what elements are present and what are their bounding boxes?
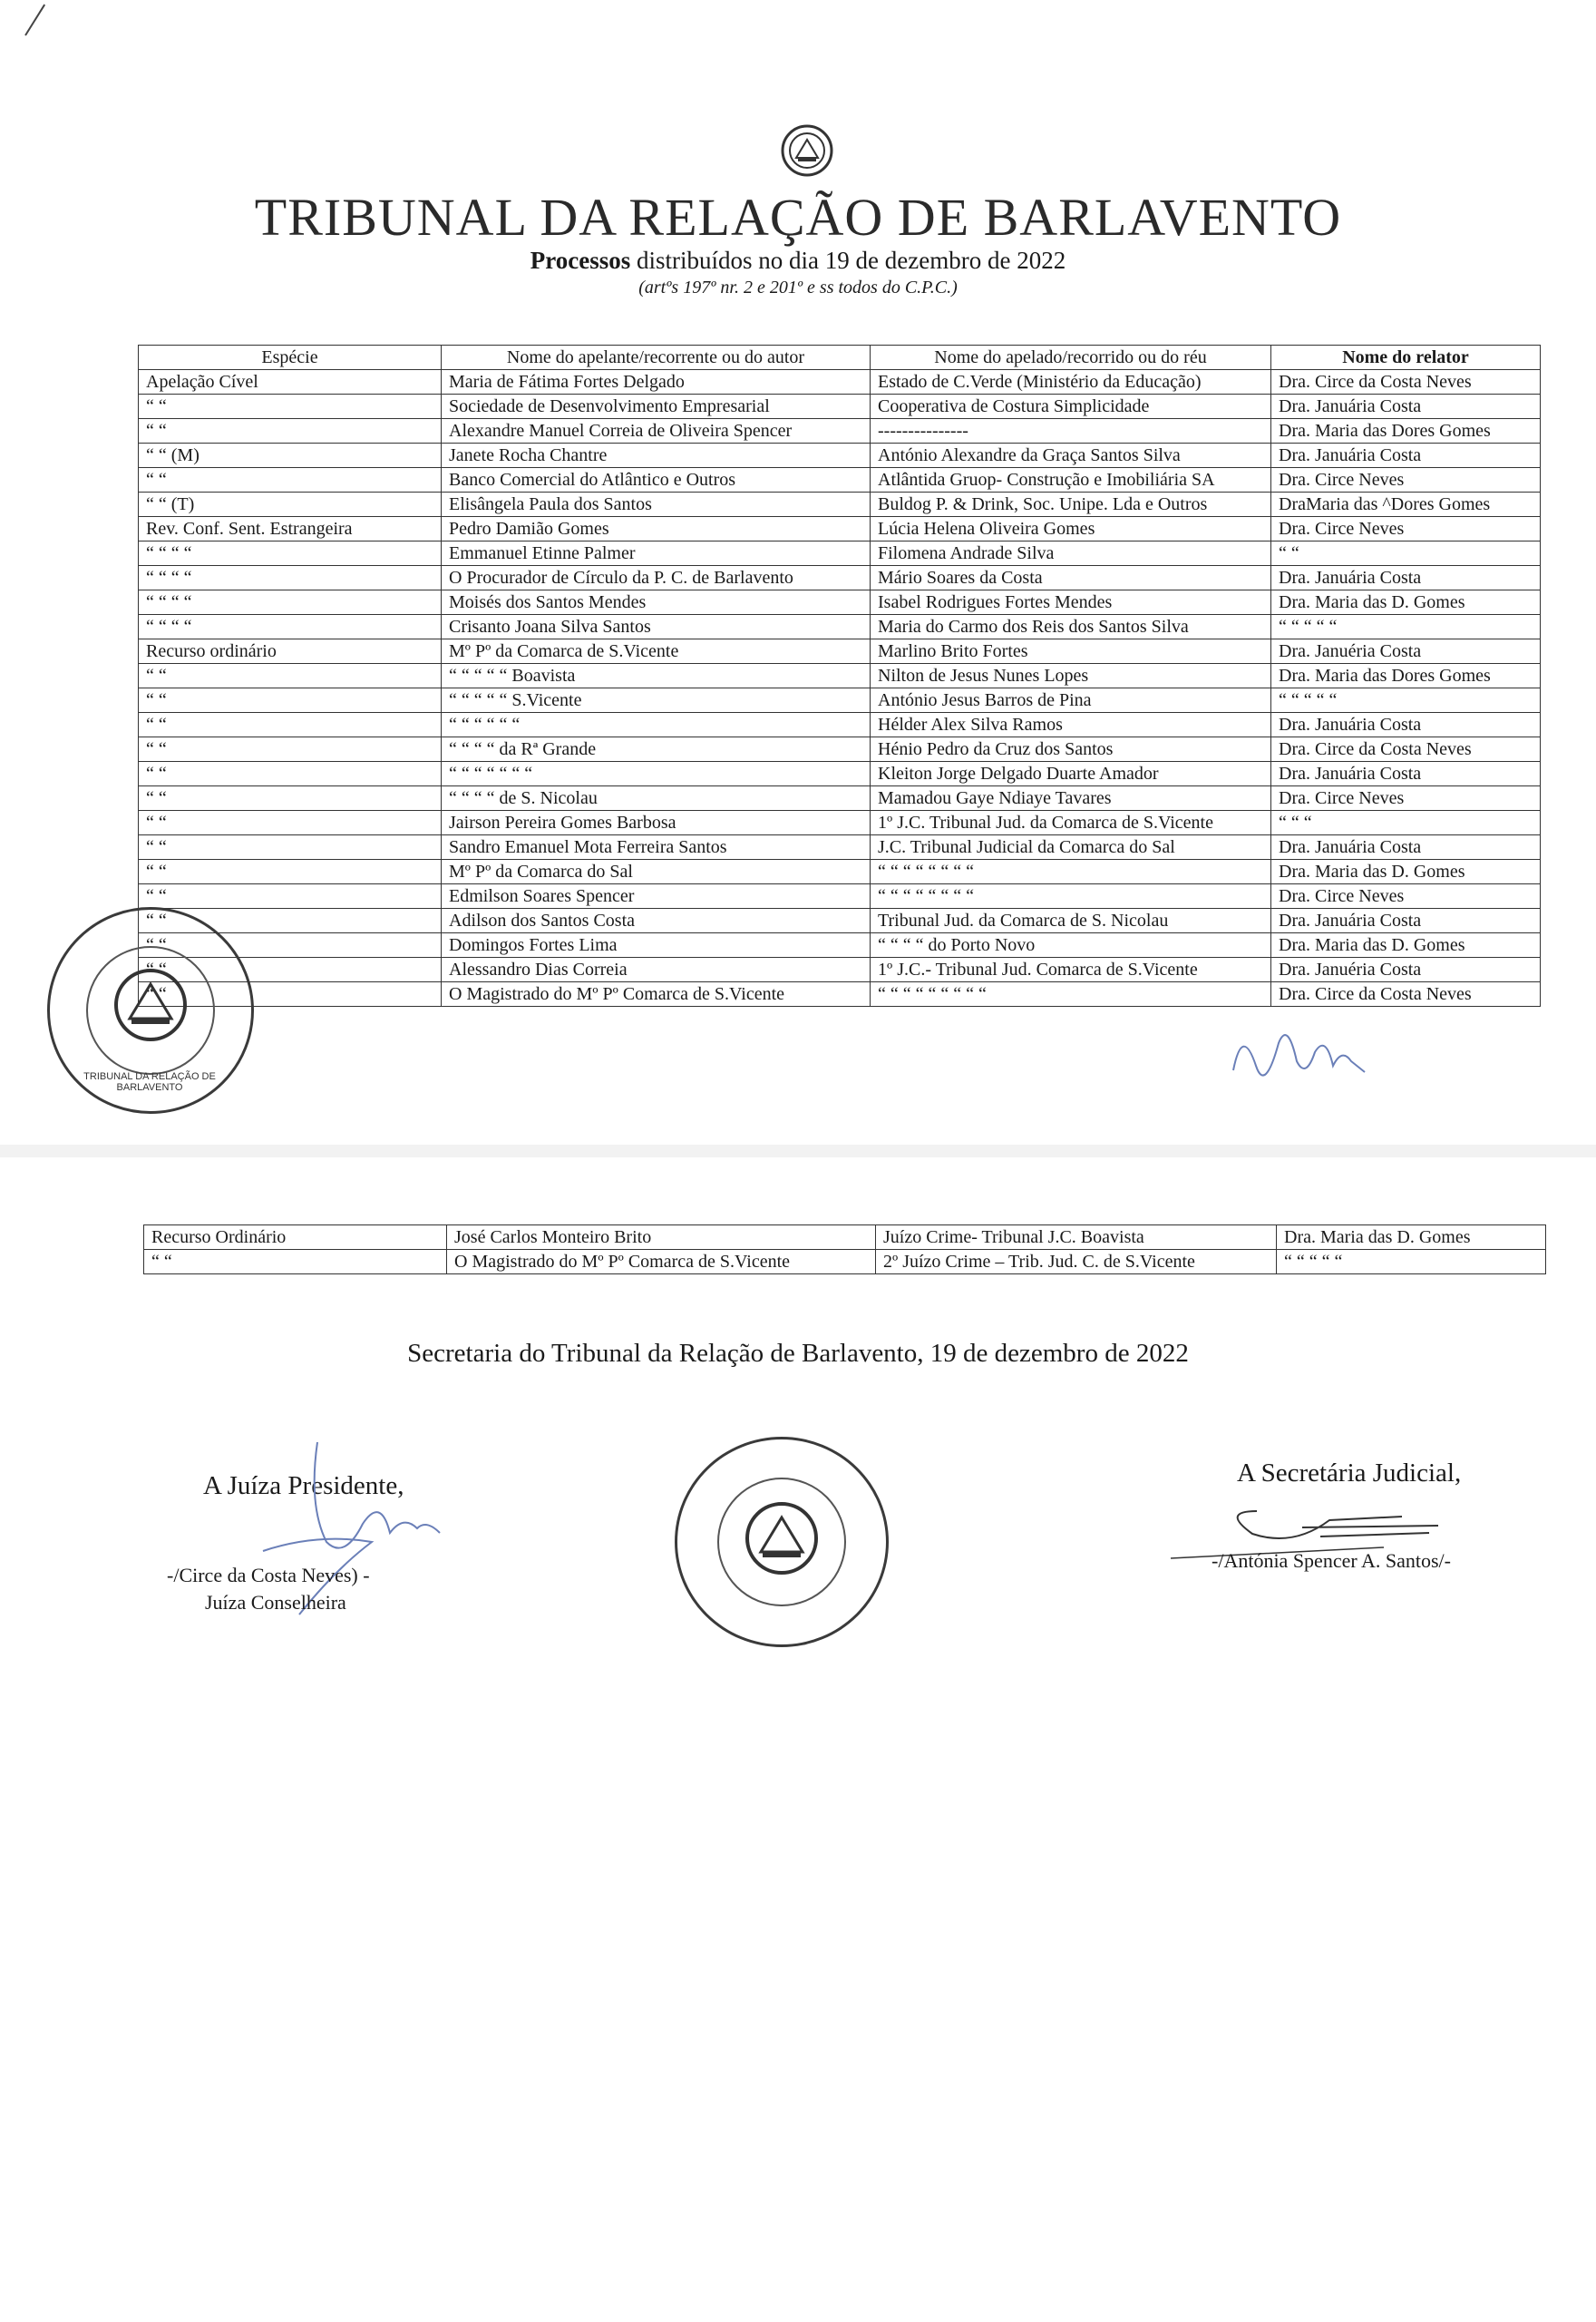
cell-apelado: J.C. Tribunal Judicial da Comarca do Sal bbox=[871, 835, 1271, 860]
subtitle-rest: distribuídos no dia 19 de dezembro de 2022 bbox=[637, 247, 1066, 274]
cell-relator: Dra. Circe Neves bbox=[1271, 468, 1541, 493]
cell-apelante: Mº Pº da Comarca de S.Vicente bbox=[442, 639, 871, 664]
cell-relator: Dra. Maria das D. Gomes bbox=[1277, 1225, 1546, 1250]
cell-relator: Dra. Maria das D. Gomes bbox=[1271, 860, 1541, 884]
cell-apelante: Pedro Damião Gomes bbox=[442, 517, 871, 541]
cell-relator: Dra. Januária Costa bbox=[1271, 909, 1541, 933]
cell-especie: “ “ bbox=[139, 884, 442, 909]
seal-emblem-icon bbox=[741, 1498, 822, 1579]
cell-relator: Dra. Circe Neves bbox=[1271, 517, 1541, 541]
cell-apelado: “ “ “ “ “ “ “ “ bbox=[871, 884, 1271, 909]
cell-relator: Dra. Januária Costa bbox=[1271, 566, 1541, 590]
cell-relator: Dra. Circe da Costa Neves bbox=[1271, 370, 1541, 395]
pen-mark bbox=[24, 5, 45, 36]
cell-apelante: Sandro Emanuel Mota Ferreira Santos bbox=[442, 835, 871, 860]
subtitle-bold: Processos bbox=[530, 247, 631, 274]
cell-apelante: Banco Comercial do Atlântico e Outros bbox=[442, 468, 871, 493]
cell-apelado: Filomena Andrade Silva bbox=[871, 541, 1271, 566]
legal-note: (artºs 197º nr. 2 e 201º e ss todos do C.P.C.) bbox=[638, 278, 958, 298]
cell-especie: “ “ “ “ bbox=[139, 590, 442, 615]
table-header-row bbox=[139, 346, 1541, 370]
table-row bbox=[139, 688, 1541, 713]
cell-especie: “ “ (M) bbox=[139, 444, 442, 468]
cell-especie: “ “ bbox=[139, 835, 442, 860]
cell-apelado: “ “ “ “ “ “ “ “ “ bbox=[871, 982, 1271, 1007]
court-seal-left bbox=[47, 907, 254, 1114]
relator-signature bbox=[1224, 1016, 1378, 1098]
table-row bbox=[139, 468, 1541, 493]
table-row bbox=[139, 982, 1541, 1007]
cell-apelante: Mº Pº da Comarca do Sal bbox=[442, 860, 871, 884]
cell-apelante: Alessandro Dias Correia bbox=[442, 958, 871, 982]
table-row bbox=[139, 713, 1541, 737]
cell-apelante: Janete Rocha Chantre bbox=[442, 444, 871, 468]
cell-apelante: O Magistrado do Mº Pº Comarca de S.Vicente bbox=[447, 1250, 876, 1274]
right-signatory-name: -/Antónia Spencer A. Santos/- bbox=[1212, 1549, 1451, 1572]
cell-relator: Dra. Januária Costa bbox=[1271, 762, 1541, 786]
table-row bbox=[139, 615, 1541, 639]
cell-especie: “ “ bbox=[139, 982, 442, 1007]
cell-especie: Recurso Ordinário bbox=[144, 1225, 447, 1250]
cell-especie: “ “ bbox=[139, 688, 442, 713]
cell-apelado: Maria do Carmo dos Reis dos Santos Silva bbox=[871, 615, 1271, 639]
cell-especie: “ “ bbox=[139, 860, 442, 884]
cell-apelado: António Alexandre da Graça Santos Silva bbox=[871, 444, 1271, 468]
table-row bbox=[139, 395, 1541, 419]
secretaria-line: Secretaria do Tribunal da Relação de Barlavento, 19 de dezembro de 2022 bbox=[407, 1339, 1189, 1368]
coat-of-arms-icon bbox=[780, 123, 834, 178]
table-row bbox=[139, 517, 1541, 541]
table-row bbox=[139, 884, 1541, 909]
cell-especie: “ “ bbox=[139, 762, 442, 786]
table-row bbox=[139, 762, 1541, 786]
cell-apelante: O Magistrado do Mº Pº Comarca de S.Vicente bbox=[442, 982, 871, 1007]
cell-apelante: Domingos Fortes Lima bbox=[442, 933, 871, 958]
cell-especie: “ “ “ “ bbox=[139, 615, 442, 639]
cell-relator: Dra. Maria das Dores Gomes bbox=[1271, 419, 1541, 444]
cell-relator: Dra. Januéria Costa bbox=[1271, 958, 1541, 982]
cell-especie: “ “ bbox=[139, 958, 442, 982]
table-row bbox=[139, 786, 1541, 811]
table-row bbox=[139, 909, 1541, 933]
table-row bbox=[139, 835, 1541, 860]
right-signatory-title: A Secretária Judicial, bbox=[1237, 1459, 1462, 1488]
cell-apelado: Mário Soares da Costa bbox=[871, 566, 1271, 590]
cell-apelante: Edmilson Soares Spencer bbox=[442, 884, 871, 909]
cell-apelante: “ “ “ “ “ S.Vicente bbox=[442, 688, 871, 713]
left-signatory-name: -/Circe da Costa Neves) - bbox=[167, 1564, 370, 1586]
table-row bbox=[139, 419, 1541, 444]
page-separator bbox=[0, 1145, 1596, 1157]
cell-apelado: 2º Juízo Crime – Trib. Jud. C. de S.Vicente bbox=[876, 1250, 1277, 1274]
table-row bbox=[139, 370, 1541, 395]
cell-apelante: “ “ “ “ “ Boavista bbox=[442, 664, 871, 688]
cell-apelante: O Procurador de Círculo da P. C. de Barlavento bbox=[442, 566, 871, 590]
table-row bbox=[139, 860, 1541, 884]
cell-apelado: Hélder Alex Silva Ramos bbox=[871, 713, 1271, 737]
court-title: TRIBUNAL DA RELAÇÃO DE BARLAVENTO bbox=[254, 188, 1342, 247]
cell-relator: DraMaria das ^Dores Gomes bbox=[1271, 493, 1541, 517]
cell-apelante: “ “ “ “ “ “ “ bbox=[442, 762, 871, 786]
cell-apelante: José Carlos Monteiro Brito bbox=[447, 1225, 876, 1250]
cell-especie: Recurso ordinário bbox=[139, 639, 442, 664]
cell-relator: “ “ “ “ “ bbox=[1277, 1250, 1546, 1274]
cell-especie: “ “ bbox=[139, 933, 442, 958]
table-row bbox=[139, 444, 1541, 468]
cell-apelado: Isabel Rodrigues Fortes Mendes bbox=[871, 590, 1271, 615]
cell-especie: “ “ “ “ bbox=[139, 541, 442, 566]
cell-especie: “ “ bbox=[139, 909, 442, 933]
seal-text: TRIBUNAL DA RELAÇÃO DE BARLAVENTO bbox=[83, 1071, 216, 1093]
table-row bbox=[139, 541, 1541, 566]
cell-apelado: 1º J.C. Tribunal Jud. da Comarca de S.Vicente bbox=[871, 811, 1271, 835]
cell-apelado: Cooperativa de Costura Simplicidade bbox=[871, 395, 1271, 419]
cell-relator: Dra. Maria das Dores Gomes bbox=[1271, 664, 1541, 688]
cell-relator: “ “ “ “ “ bbox=[1271, 615, 1541, 639]
cell-relator: Dra. Januéria Costa bbox=[1271, 639, 1541, 664]
cell-apelado: --------------- bbox=[871, 419, 1271, 444]
cell-relator: Dra. Januária Costa bbox=[1271, 713, 1541, 737]
cell-apelado: Hénio Pedro da Cruz dos Santos bbox=[871, 737, 1271, 762]
col-especie: Espécie bbox=[139, 346, 442, 370]
table-row bbox=[144, 1250, 1546, 1274]
cell-apelado: Nilton de Jesus Nunes Lopes bbox=[871, 664, 1271, 688]
cell-apelado: Juízo Crime- Tribunal J.C. Boavista bbox=[876, 1225, 1277, 1250]
cell-relator: Dra. Januária Costa bbox=[1271, 835, 1541, 860]
cell-apelante: Jairson Pereira Gomes Barbosa bbox=[442, 811, 871, 835]
cell-relator: Dra. Circe da Costa Neves bbox=[1271, 737, 1541, 762]
cell-relator: “ “ bbox=[1271, 541, 1541, 566]
col-relator: Nome do relator bbox=[1271, 346, 1541, 370]
table-row bbox=[139, 737, 1541, 762]
col-apelado: Nome do apelado/recorrido ou do réu bbox=[871, 346, 1271, 370]
cell-apelado: 1º J.C.- Tribunal Jud. Comarca de S.Vicente bbox=[871, 958, 1271, 982]
table-row bbox=[139, 933, 1541, 958]
cell-especie: “ “ bbox=[139, 737, 442, 762]
table-row bbox=[139, 958, 1541, 982]
cell-apelado: Tribunal Jud. da Comarca de S. Nicolau bbox=[871, 909, 1271, 933]
col-apelante: Nome do apelante/recorrente ou do autor bbox=[442, 346, 871, 370]
cell-especie: “ “ bbox=[144, 1250, 447, 1274]
cell-apelado: António Jesus Barros de Pina bbox=[871, 688, 1271, 713]
left-signatory-title: A Juíza Presidente, bbox=[203, 1471, 404, 1500]
cell-apelado: “ “ “ “ “ “ “ “ bbox=[871, 860, 1271, 884]
cell-apelante: Alexandre Manuel Correia de Oliveira Spencer bbox=[442, 419, 871, 444]
cell-relator: Dra. Maria das D. Gomes bbox=[1271, 933, 1541, 958]
cell-relator: “ “ “ “ “ bbox=[1271, 688, 1541, 713]
cell-relator: Dra. Maria das D. Gomes bbox=[1271, 590, 1541, 615]
cell-apelado: Lúcia Helena Oliveira Gomes bbox=[871, 517, 1271, 541]
cell-especie: Rev. Conf. Sent. Estrangeira bbox=[139, 517, 442, 541]
cell-relator: Dra. Januária Costa bbox=[1271, 444, 1541, 468]
cell-relator: Dra. Circe Neves bbox=[1271, 786, 1541, 811]
cell-especie: Apelação Cível bbox=[139, 370, 442, 395]
cell-apelante: Adilson dos Santos Costa bbox=[442, 909, 871, 933]
cell-especie: “ “ bbox=[139, 419, 442, 444]
cell-apelante: Emmanuel Etinne Palmer bbox=[442, 541, 871, 566]
cell-relator: Dra. Circe Neves bbox=[1271, 884, 1541, 909]
cell-apelado: “ “ “ “ do Porto Novo bbox=[871, 933, 1271, 958]
cell-apelado: Estado de C.Verde (Ministério da Educação) bbox=[871, 370, 1271, 395]
cell-apelante: Crisanto Joana Silva Santos bbox=[442, 615, 871, 639]
seal-emblem-icon bbox=[110, 964, 191, 1046]
table-row bbox=[139, 493, 1541, 517]
court-seal-center bbox=[675, 1437, 889, 1647]
cell-especie: “ “ bbox=[139, 786, 442, 811]
table-row bbox=[139, 639, 1541, 664]
distribution-subtitle bbox=[0, 247, 1596, 275]
table-row bbox=[139, 664, 1541, 688]
cell-apelante: “ “ “ “ de S. Nicolau bbox=[442, 786, 871, 811]
cell-especie: “ “ bbox=[139, 468, 442, 493]
cell-especie: “ “ bbox=[139, 395, 442, 419]
continuation-table bbox=[143, 1224, 1546, 1274]
cell-apelante: Maria de Fátima Fortes Delgado bbox=[442, 370, 871, 395]
distribution-table bbox=[138, 345, 1541, 1007]
cell-apelado: Buldog P. & Drink, Soc. Unipe. Lda e Outros bbox=[871, 493, 1271, 517]
cell-relator: “ “ “ bbox=[1271, 811, 1541, 835]
cell-apelante: Sociedade de Desenvolvimento Empresarial bbox=[442, 395, 871, 419]
cell-relator: Dra. Januária Costa bbox=[1271, 395, 1541, 419]
cell-apelante: “ “ “ “ “ “ bbox=[442, 713, 871, 737]
cell-apelante: Elisângela Paula dos Santos bbox=[442, 493, 871, 517]
cell-especie: “ “ bbox=[139, 811, 442, 835]
table-row bbox=[139, 566, 1541, 590]
table-row bbox=[139, 590, 1541, 615]
table-row bbox=[139, 811, 1541, 835]
cell-relator: Dra. Circe da Costa Neves bbox=[1271, 982, 1541, 1007]
cell-apelado: Mamadou Gaye Ndiaye Tavares bbox=[871, 786, 1271, 811]
cell-especie: “ “ bbox=[139, 664, 442, 688]
cell-apelado: Marlino Brito Fortes bbox=[871, 639, 1271, 664]
cell-apelado: Atlântida Gruop- Construção e Imobiliária SA bbox=[871, 468, 1271, 493]
cell-apelado: Kleiton Jorge Delgado Duarte Amador bbox=[871, 762, 1271, 786]
table-row bbox=[144, 1225, 1546, 1250]
cell-especie: “ “ (T) bbox=[139, 493, 442, 517]
cell-especie: “ “ “ “ bbox=[139, 566, 442, 590]
cell-apelante: Moisés dos Santos Mendes bbox=[442, 590, 871, 615]
cell-apelante: “ “ “ “ da Rª Grande bbox=[442, 737, 871, 762]
left-signatory-role: Juíza Conselheira bbox=[205, 1591, 346, 1614]
cell-especie: “ “ bbox=[139, 713, 442, 737]
